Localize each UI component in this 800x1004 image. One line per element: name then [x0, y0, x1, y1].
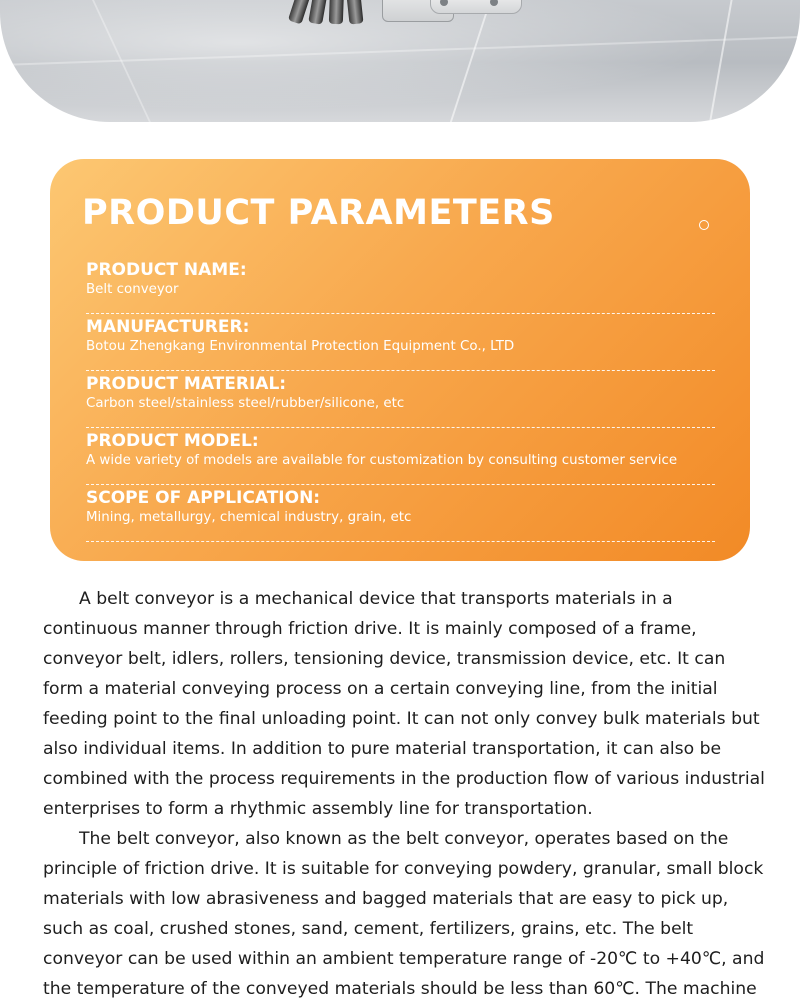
- parameter-row: [86, 371, 715, 428]
- machine-part: [308, 0, 328, 25]
- parameter-value: Mining, metallurgy, chemical industry, grain, etc: [86, 510, 412, 525]
- parameter-row: [86, 485, 715, 542]
- parameters-list: [86, 257, 715, 542]
- parameter-value: A wide variety of models are available for customization by consulting customer service: [86, 453, 678, 468]
- floor-tile-seam: [0, 36, 800, 66]
- parameter-value: Botou Zhengkang Environmental Protection Equipment Co., LTD: [86, 339, 515, 354]
- parameter-label: PRODUCT NAME:: [86, 260, 247, 280]
- machine-part: [329, 0, 344, 24]
- parameter-value: Carbon steel/stainless steel/rubber/silicone, etc: [86, 396, 405, 411]
- description-paragraph: The belt conveyor, also known as the belt conveyor, operates based on the principle of friction drive. It is suitable for conveying powdery, granular, small block materials with low abrasiveness and bagged materials that are easy to pick up, such as coal, crushed stones, sand, cement, fertilizers, grains, etc. The belt conveyor can be used within an ambient temperature range of -20℃ to +40℃, and the temperature of the conveyed materials should be less than 60℃. The machine: [43, 829, 765, 999]
- circle-icon: [699, 220, 709, 230]
- description-paragraph: A belt conveyor is a mechanical device that transports materials in a continuous manner through friction drive. It is mainly composed of a frame, conveyor belt, idlers, rollers, tensioning device, transmission device, etc. It can form a material conveying process on a certain conveying line, from the initial feeding point to the final unloading point. It can not only convey bulk materials but also individual items. In addition to pure material transportation, it can also be combined with the process requirements in the production flow of various industrial enterprises to form a rhythmic assembly line for transportation.: [43, 589, 765, 819]
- parameter-value: Belt conveyor: [86, 282, 179, 297]
- product-description: [43, 584, 767, 1004]
- parameter-label: SCOPE OF APPLICATION:: [86, 488, 321, 508]
- parameter-row: [86, 257, 715, 314]
- product-parameters-card: [50, 159, 750, 561]
- card-title: PRODUCT PARAMETERS: [82, 193, 555, 233]
- product-photo: [0, 0, 800, 122]
- machine-part: [346, 0, 363, 25]
- conveyor-machine-illustration: [290, 0, 530, 30]
- hero-banner: [0, 0, 800, 122]
- floor-tile-seam: [708, 0, 735, 122]
- parameter-row: [86, 428, 715, 485]
- parameter-label: PRODUCT MATERIAL:: [86, 374, 287, 394]
- parameter-label: MANUFACTURER:: [86, 317, 250, 337]
- parameter-row: [86, 314, 715, 371]
- machine-part: [288, 0, 312, 24]
- parameter-label: PRODUCT MODEL:: [86, 431, 259, 451]
